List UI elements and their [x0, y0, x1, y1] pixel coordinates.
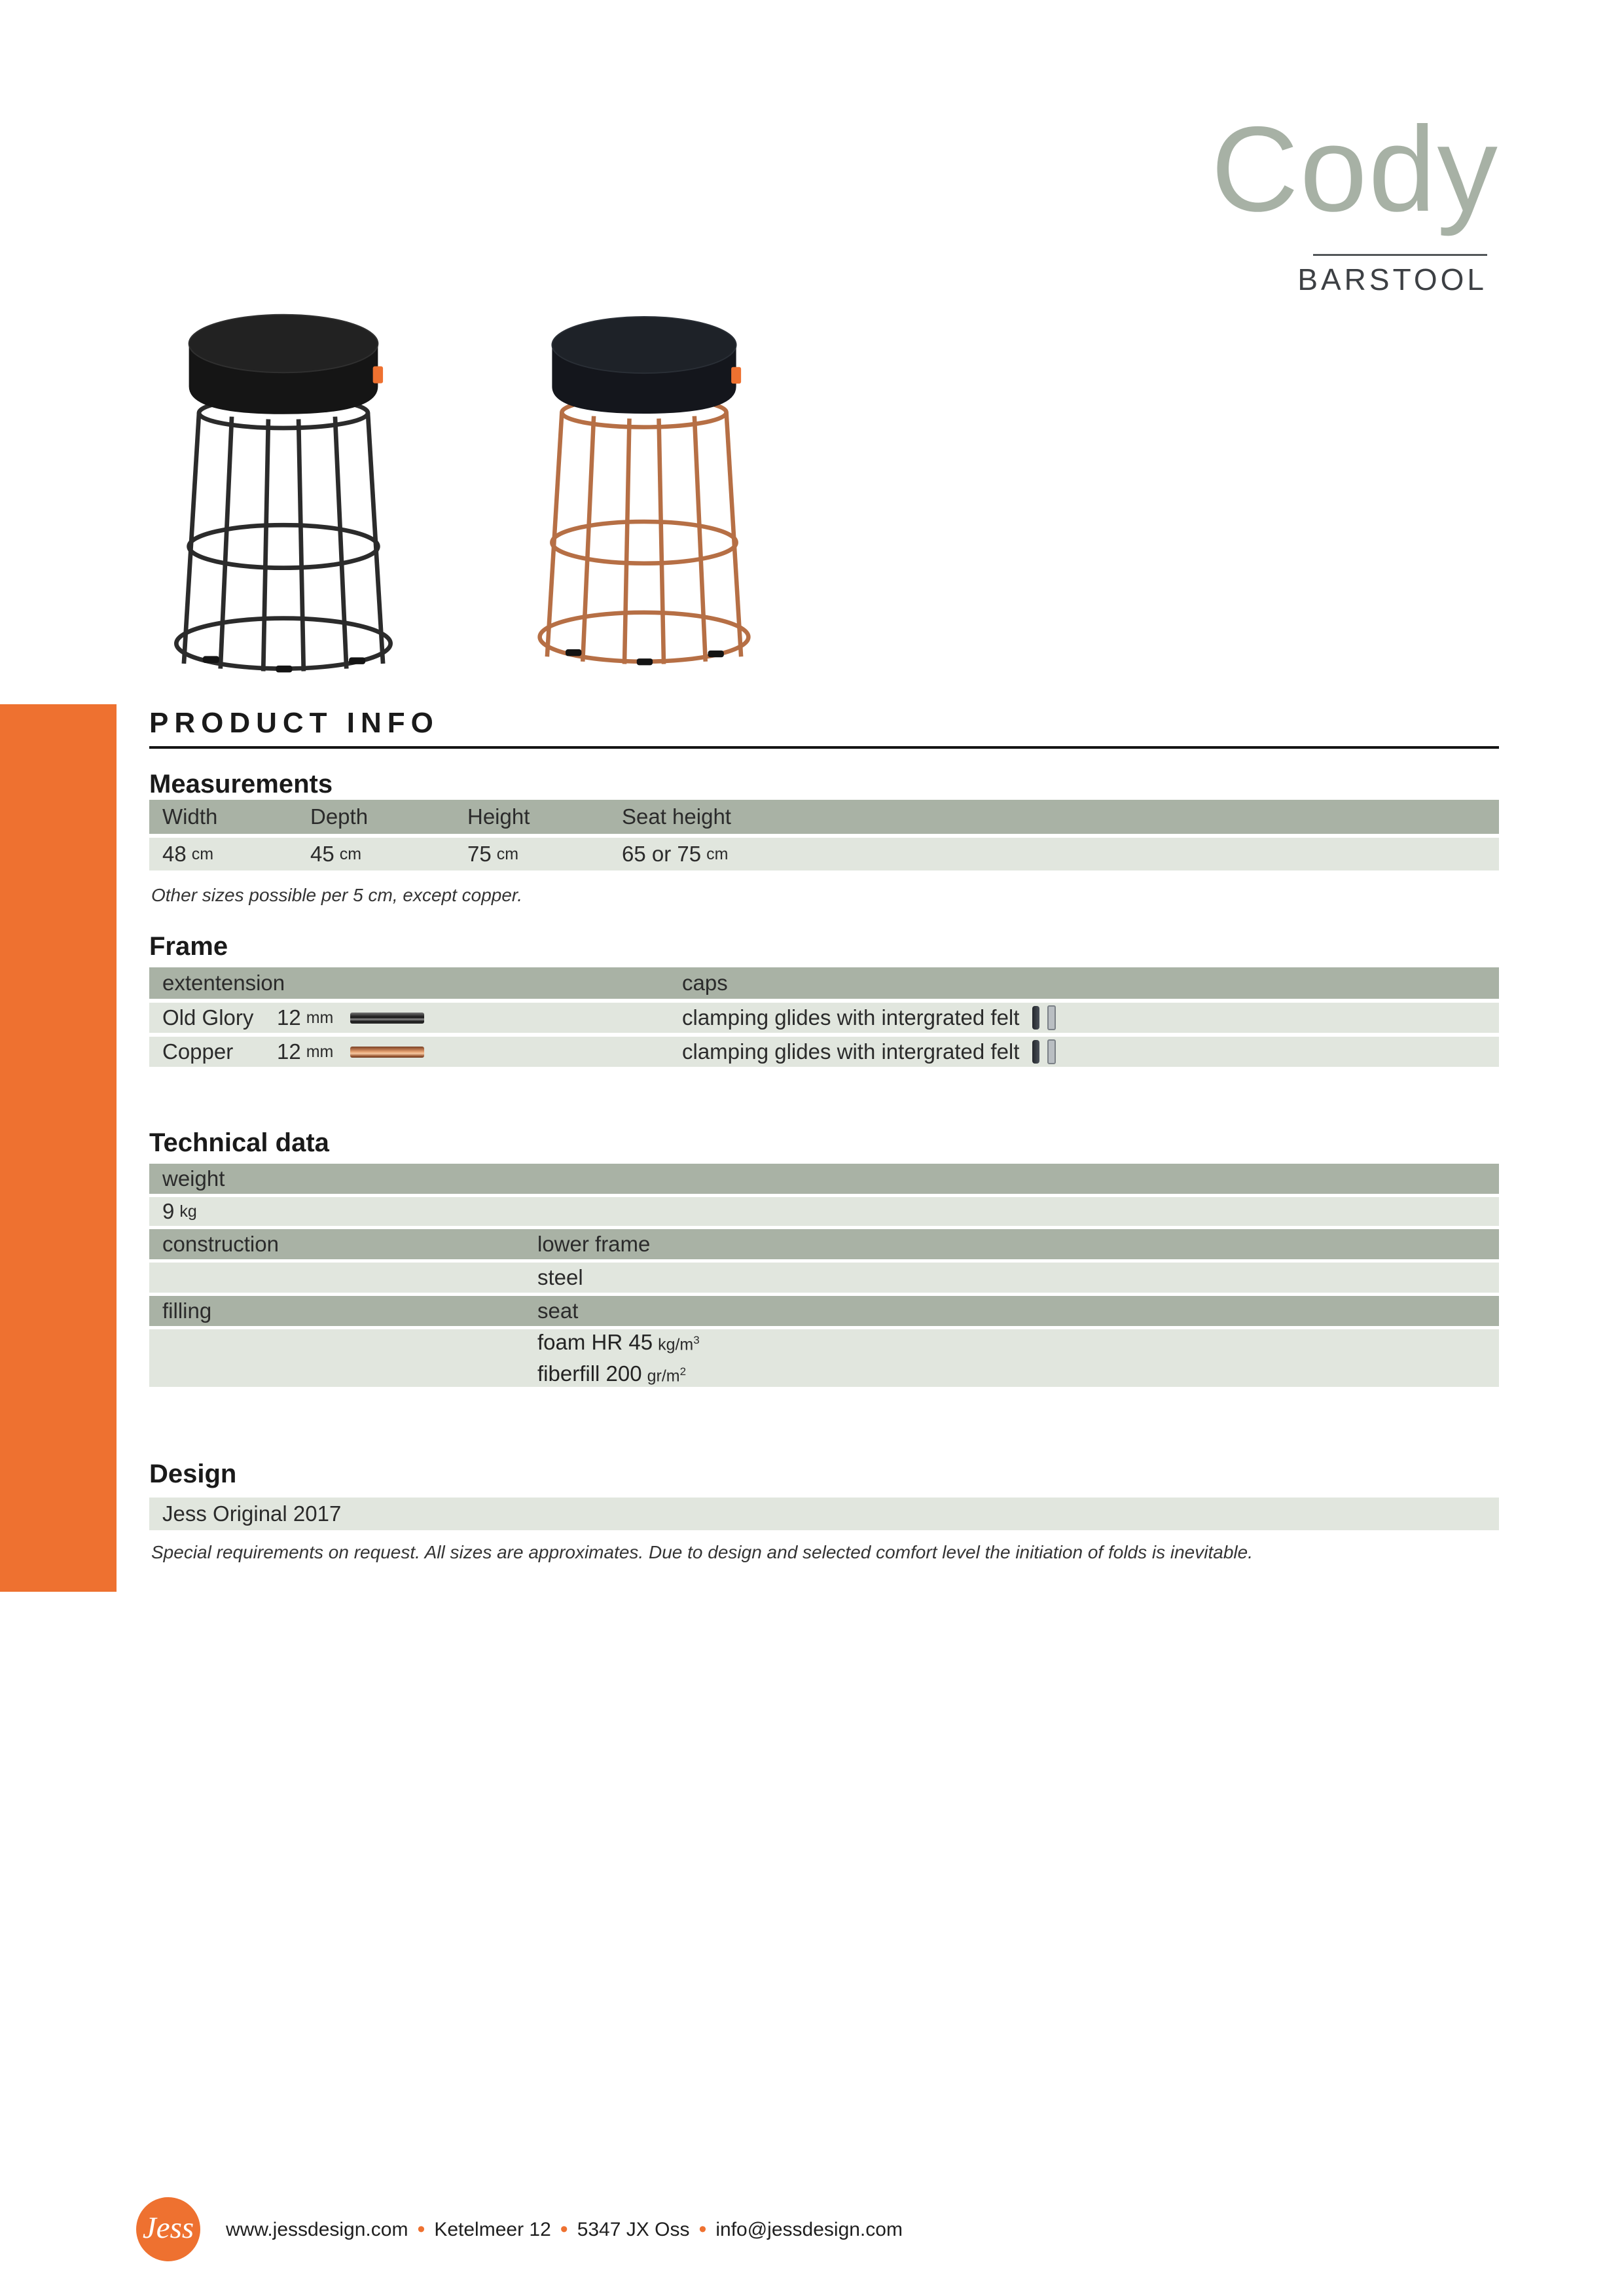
col-height: Height — [467, 804, 530, 829]
stool-frame — [540, 398, 749, 664]
construction-label: construction — [162, 1232, 279, 1256]
filling-values-row — [149, 1329, 1499, 1387]
measurements-note: Other sizes possible per 5 cm, except copper. — [151, 885, 522, 905]
steel-tube-swatch — [350, 1013, 424, 1024]
width-value: 48 cm — [162, 842, 214, 866]
footer-city: 5347 JX Oss — [577, 2218, 690, 2240]
col-extentension: extentension — [162, 971, 285, 995]
page-title: PRODUCT INFO — [149, 707, 439, 739]
col-caps: caps — [682, 971, 728, 995]
footer-website-link[interactable]: www.jessdesign.com — [226, 2218, 408, 2240]
seat-height-value: 65 or 75 cm — [622, 842, 729, 866]
product-type-label: BARSTOOL — [1297, 262, 1487, 296]
construction-sublabel: lower frame — [537, 1232, 651, 1256]
design-value: Jess Original 2017 — [162, 1501, 342, 1526]
cap-glide-light-icon — [1047, 1039, 1056, 1064]
measurements-value-row — [149, 838, 1499, 870]
construction-value-row — [149, 1263, 1499, 1293]
frame-finish-name: Old Glory — [162, 1005, 254, 1030]
frame-header-row — [149, 967, 1499, 999]
copper-tube-swatch — [350, 1047, 424, 1058]
construction-value: steel — [537, 1265, 583, 1289]
tube-size: 12 — [277, 1039, 301, 1064]
design-heading: Design — [149, 1460, 237, 1488]
brand-divider — [1313, 254, 1487, 256]
cap-glide-dark-icon — [1032, 1006, 1039, 1030]
bullet-separator: • — [417, 2217, 425, 2242]
disclaimer-note: Special requirements on request. All sizes are approximates. Due to design and selected comfort level the initiation of folds is inevitable. — [151, 1542, 1253, 1562]
col-width: Width — [162, 804, 218, 829]
weight-value-row — [149, 1197, 1499, 1226]
filling-sublabel: seat — [537, 1299, 579, 1323]
measurements-heading: Measurements — [149, 770, 333, 798]
jess-logo-text: Jess — [142, 2211, 194, 2245]
footer-email-link[interactable]: info@jessdesign.com — [715, 2218, 903, 2240]
footer-contact-line — [226, 2217, 903, 2242]
title-underline — [149, 746, 1499, 749]
technical-heading: Technical data — [149, 1128, 329, 1157]
measurements-header-row — [149, 800, 1499, 834]
footer-street: Ketelmeer 12 — [434, 2218, 551, 2240]
bullet-separator: • — [698, 2217, 707, 2242]
filling-value-fiberfill: fiberfill 200 $gr/m^2$ — [537, 1361, 687, 1386]
col-seat-height: Seat height — [622, 804, 731, 829]
product-name-title: Cody — [1211, 102, 1499, 237]
frame-row-copper: Copper 12 mm clamping glides with intergrated felt — [149, 1037, 1499, 1067]
cap-glide-light-icon — [1047, 1005, 1056, 1030]
orange-tag — [731, 367, 741, 384]
filling-label: filling — [162, 1299, 212, 1323]
col-depth: Depth — [310, 804, 369, 829]
stool-seat — [189, 315, 383, 414]
frame-finish-name: Copper — [162, 1039, 234, 1064]
design-value-row — [149, 1498, 1499, 1530]
filling-value-foam: foam HR 45 $kg/m^3$ — [537, 1330, 700, 1354]
jess-logo — [136, 2197, 200, 2261]
accent-sidebar — [0, 704, 117, 1592]
orange-tag — [373, 367, 383, 384]
frame-heading: Frame — [149, 932, 228, 961]
frame-row-old-glory: Old Glory 12 mm clamping glides with intergrated felt — [149, 1003, 1499, 1033]
depth-value: 45 cm — [310, 842, 362, 866]
height-value: 75 cm — [467, 842, 519, 866]
stool-frame — [176, 398, 390, 672]
stool-seat — [552, 317, 741, 414]
construction-header-row — [149, 1229, 1499, 1259]
filling-header-row — [149, 1296, 1499, 1326]
caps-description: clamping glides with intergrated felt — [682, 1039, 1020, 1064]
weight-header-row — [149, 1164, 1499, 1194]
weight-label: weight — [162, 1166, 225, 1191]
cap-glide-dark-icon — [1032, 1040, 1039, 1064]
bullet-separator: • — [560, 2217, 568, 2242]
caps-description: clamping glides with intergrated felt — [682, 1005, 1020, 1030]
tube-size: 12 — [277, 1005, 301, 1030]
barstool-copper-photo — [528, 296, 761, 689]
weight-value: 9 kg — [162, 1199, 197, 1223]
barstool-black-photo — [167, 293, 400, 696]
